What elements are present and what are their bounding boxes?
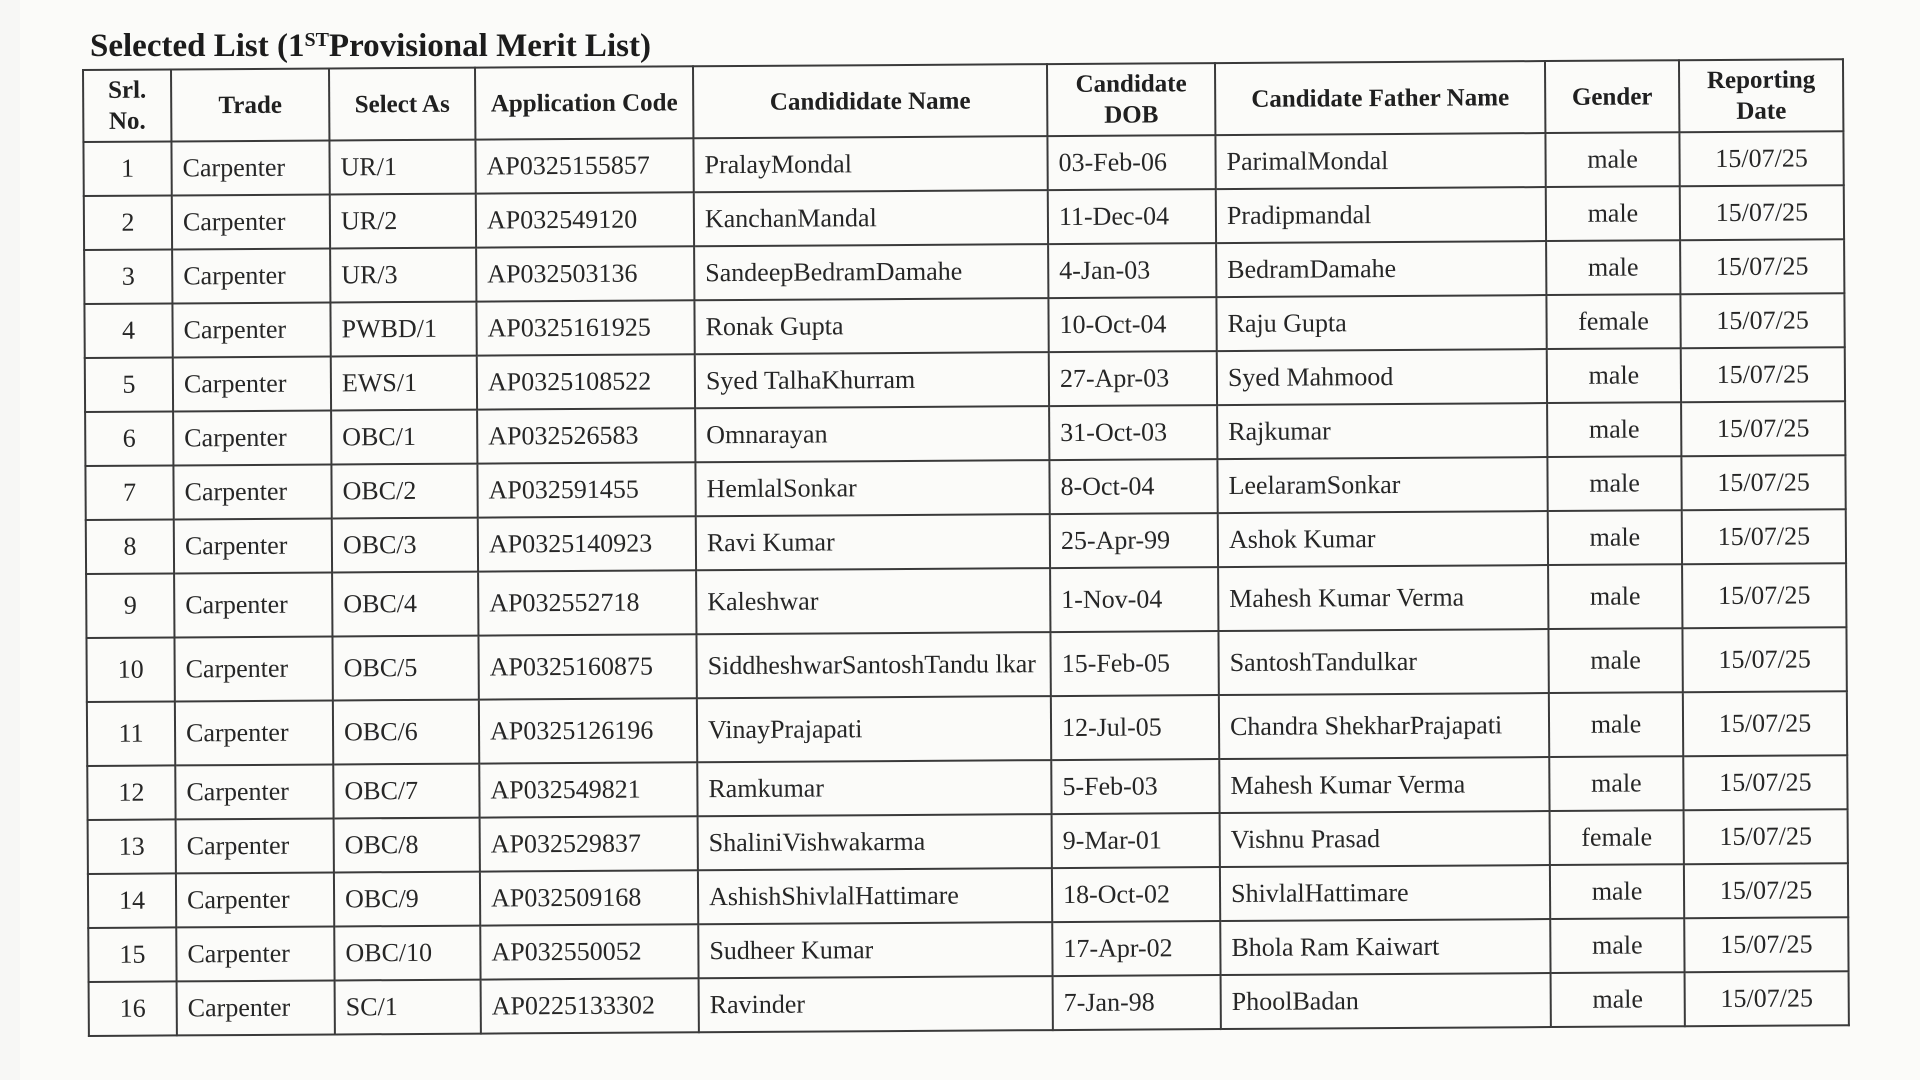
cell-reporting-date: 15/07/25 (1685, 971, 1849, 1026)
header-father-name: Candidate Father Name (1215, 61, 1545, 135)
cell-srl: 4 (84, 303, 172, 358)
cell-trade: Carpenter (171, 140, 329, 195)
cell-reporting-date: 15/07/25 (1680, 293, 1844, 348)
cell-candidate-dob: 27-Apr-03 (1049, 351, 1217, 406)
cell-gender: male (1548, 510, 1682, 565)
header-candidate-name: Candididate Name (693, 64, 1047, 138)
table-row (86, 627, 1846, 702)
cell-reporting-date: 15/07/25 (1682, 509, 1846, 564)
merit-list-table (82, 58, 1850, 1037)
cell-candidate-dob: 1-Nov-04 (1050, 567, 1218, 632)
cell-gender: male (1550, 918, 1684, 973)
cell-trade: Carpenter (173, 464, 331, 519)
cell-srl: 12 (87, 765, 175, 820)
cell-gender: male (1547, 456, 1681, 511)
cell-father-name: Chandra ShekharPrajapati (1219, 693, 1549, 759)
cell-father-name: BedramDamahe (1216, 241, 1546, 297)
table-row (86, 563, 1846, 638)
table-header-row (83, 59, 1843, 142)
cell-trade: Carpenter (175, 764, 333, 819)
cell-trade: Carpenter (176, 926, 334, 981)
cell-reporting-date: 15/07/25 (1681, 347, 1845, 402)
cell-application-code: AP0225133302 (481, 978, 699, 1033)
cell-candidate-dob: 7-Jan-98 (1053, 975, 1221, 1030)
cell-candidate-dob: 4-Jan-03 (1048, 243, 1216, 298)
cell-select-as: OBC/7 (333, 764, 479, 819)
cell-select-as: UR/2 (330, 194, 476, 249)
header-reporting-date: Reporting Date (1679, 59, 1843, 132)
cell-select-as: OBC/2 (331, 464, 477, 519)
cell-reporting-date: 15/07/25 (1684, 917, 1848, 972)
cell-gender: male (1548, 628, 1682, 693)
cell-srl: 15 (88, 927, 176, 982)
cell-reporting-date: 15/07/25 (1682, 563, 1846, 628)
table-row (89, 971, 1849, 1036)
cell-trade: Carpenter (173, 356, 331, 411)
title-suffix: Provisional Merit List) (328, 28, 651, 64)
cell-father-name: ShivlalHattimare (1220, 865, 1550, 921)
cell-gender: male (1545, 132, 1679, 187)
cell-select-as: PWBD/1 (330, 302, 476, 357)
cell-father-name: Raju Gupta (1216, 295, 1546, 351)
cell-candidate-name: SiddheshwarSantoshTandu lkar (696, 632, 1050, 698)
cell-father-name: Syed Mahmood (1217, 349, 1547, 405)
cell-candidate-name: Kaleshwar (696, 568, 1050, 634)
cell-candidate-dob: 18-Oct-02 (1052, 867, 1220, 922)
cell-select-as: OBC/9 (334, 872, 480, 927)
header-srl-no: Srl. No. (83, 69, 171, 142)
title-prefix: Selected List (1 (90, 28, 305, 64)
cell-reporting-date: 15/07/25 (1681, 455, 1845, 510)
cell-candidate-dob: 31-Oct-03 (1049, 405, 1217, 460)
header-application-code: Application Code (475, 66, 693, 139)
cell-candidate-name: Ronak Gupta (694, 298, 1048, 354)
title-superscript: ST (304, 29, 329, 51)
cell-father-name: Ashok Kumar (1218, 511, 1548, 567)
cell-select-as: OBC/4 (332, 572, 478, 637)
cell-trade: Carpenter (174, 572, 332, 637)
cell-candidate-name: Ravi Kumar (696, 514, 1050, 570)
cell-application-code: AP0325140923 (478, 516, 696, 571)
cell-reporting-date: 15/07/25 (1680, 239, 1844, 294)
cell-srl: 16 (89, 981, 177, 1036)
cell-application-code: AP0325160875 (478, 634, 696, 699)
cell-gender: male (1549, 692, 1683, 757)
cell-gender: male (1547, 402, 1681, 457)
cell-trade: Carpenter (174, 636, 332, 701)
cell-gender: male (1548, 564, 1682, 629)
cell-father-name: LeelaramSonkar (1217, 457, 1547, 513)
cell-father-name: Bhola Ram Kaiwart (1220, 919, 1550, 975)
cell-father-name: PhoolBadan (1221, 973, 1551, 1029)
cell-select-as: OBC/8 (334, 818, 480, 873)
cell-candidate-name: AshishShivlalHattimare (698, 868, 1052, 924)
cell-reporting-date: 15/07/25 (1684, 809, 1848, 864)
cell-father-name: Vishnu Prasad (1220, 811, 1550, 867)
cell-candidate-dob: 8-Oct-04 (1049, 459, 1217, 514)
cell-gender: male (1550, 864, 1684, 919)
cell-trade: Carpenter (176, 872, 334, 927)
cell-candidate-name: SandeepBedramDamahe (694, 244, 1048, 300)
cell-trade: Carpenter (175, 700, 333, 765)
cell-select-as: UR/3 (330, 248, 476, 303)
cell-reporting-date: 15/07/25 (1682, 627, 1846, 692)
cell-gender: male (1551, 972, 1685, 1027)
header-candidate-dob: Candidate DOB (1047, 63, 1215, 136)
cell-candidate-dob: 03-Feb-06 (1047, 135, 1215, 190)
cell-srl: 8 (86, 519, 174, 574)
cell-application-code: AP032503136 (476, 246, 694, 301)
cell-srl: 2 (84, 195, 172, 250)
cell-candidate-dob: 17-Apr-02 (1052, 921, 1220, 976)
cell-reporting-date: 15/07/25 (1681, 401, 1845, 456)
cell-trade: Carpenter (172, 194, 330, 249)
cell-gender: female (1550, 810, 1684, 865)
cell-candidate-dob: 10-Oct-04 (1048, 297, 1216, 352)
cell-father-name: ParimalMondal (1215, 133, 1545, 189)
cell-select-as: OBC/6 (333, 700, 479, 765)
cell-father-name: Mahesh Kumar Verma (1218, 565, 1548, 631)
cell-trade: Carpenter (173, 410, 331, 465)
cell-application-code: AP032526583 (477, 408, 695, 463)
cell-srl: 3 (84, 249, 172, 304)
header-trade: Trade (171, 68, 329, 141)
cell-trade: Carpenter (176, 818, 334, 873)
cell-candidate-name: Ravinder (699, 976, 1053, 1032)
cell-select-as: UR/1 (329, 140, 475, 195)
cell-srl: 13 (88, 819, 176, 874)
cell-application-code: AP032552718 (478, 570, 696, 635)
cell-candidate-name: Ramkumar (697, 760, 1051, 816)
cell-srl: 9 (86, 573, 174, 638)
cell-srl: 7 (85, 465, 173, 520)
cell-select-as: EWS/1 (331, 356, 477, 411)
cell-select-as: OBC/5 (332, 636, 478, 701)
cell-father-name: Pradipmandal (1216, 187, 1546, 243)
cell-candidate-name: HemlalSonkar (695, 460, 1049, 516)
cell-reporting-date: 15/07/25 (1683, 691, 1847, 756)
cell-father-name: Mahesh Kumar Verma (1219, 757, 1549, 813)
cell-select-as: OBC/10 (334, 926, 480, 981)
table-body (83, 131, 1848, 1036)
cell-application-code: AP032549821 (479, 762, 697, 817)
cell-candidate-name: KanchanMandal (694, 190, 1048, 246)
cell-application-code: AP0325161925 (476, 300, 694, 355)
cell-gender: female (1546, 294, 1680, 349)
cell-reporting-date: 15/07/25 (1683, 755, 1847, 810)
cell-reporting-date: 15/07/25 (1684, 863, 1848, 918)
cell-gender: male (1546, 186, 1680, 241)
cell-candidate-dob: 12-Jul-05 (1051, 695, 1219, 760)
cell-candidate-name: Sudheer Kumar (698, 922, 1052, 978)
cell-father-name: SantoshTandulkar (1218, 629, 1548, 695)
header-gender: Gender (1545, 60, 1679, 133)
cell-candidate-name: VinayPrajapati (697, 696, 1051, 762)
cell-srl: 11 (87, 701, 175, 766)
cell-select-as: OBC/1 (331, 410, 477, 465)
cell-candidate-dob: 9-Mar-01 (1052, 813, 1220, 868)
cell-srl: 6 (85, 411, 173, 466)
cell-gender: male (1549, 756, 1683, 811)
cell-srl: 1 (83, 141, 171, 196)
cell-father-name: Rajkumar (1217, 403, 1547, 459)
table-row (87, 691, 1847, 766)
cell-select-as: OBC/3 (332, 518, 478, 573)
cell-candidate-dob: 25-Apr-99 (1050, 513, 1218, 568)
cell-application-code: AP0325126196 (479, 698, 697, 763)
cell-candidate-name: Omnarayan (695, 406, 1049, 462)
cell-application-code: AP0325108522 (477, 354, 695, 409)
cell-trade: Carpenter (172, 248, 330, 303)
cell-srl: 5 (85, 357, 173, 412)
cell-candidate-dob: 11-Dec-04 (1048, 189, 1216, 244)
cell-candidate-name: ShaliniVishwakarma (698, 814, 1052, 870)
header-select-as: Select As (329, 68, 475, 141)
page-title (90, 28, 651, 65)
cell-gender: male (1547, 348, 1681, 403)
cell-srl: 10 (86, 637, 174, 702)
cell-gender: male (1546, 240, 1680, 295)
cell-candidate-name: Syed TalhaKhurram (695, 352, 1049, 408)
cell-reporting-date: 15/07/25 (1679, 131, 1843, 186)
cell-application-code: AP032591455 (477, 462, 695, 517)
cell-candidate-name: PralayMondal (693, 136, 1047, 192)
cell-candidate-dob: 5-Feb-03 (1051, 759, 1219, 814)
cell-application-code: AP0325155857 (475, 138, 693, 193)
cell-candidate-dob: 15-Feb-05 (1050, 631, 1218, 696)
cell-application-code: AP032550052 (480, 924, 698, 979)
cell-select-as: SC/1 (335, 980, 481, 1035)
cell-trade: Carpenter (174, 518, 332, 573)
cell-trade: Carpenter (172, 302, 330, 357)
cell-application-code: AP032549120 (476, 192, 694, 247)
cell-trade: Carpenter (177, 980, 335, 1035)
cell-application-code: AP032509168 (480, 870, 698, 925)
cell-application-code: AP032529837 (480, 816, 698, 871)
cell-srl: 14 (88, 873, 176, 928)
cell-reporting-date: 15/07/25 (1680, 185, 1844, 240)
